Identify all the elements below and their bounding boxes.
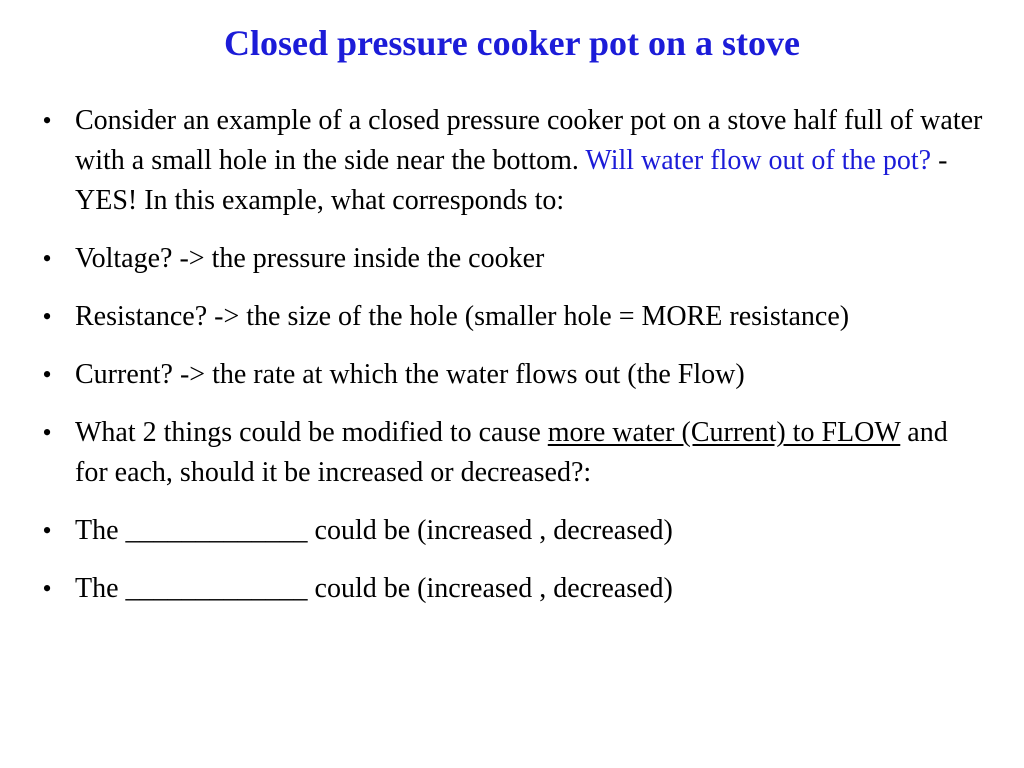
bullet-item xyxy=(37,355,987,395)
bullet-list xyxy=(37,101,987,627)
bullet-item xyxy=(37,413,987,493)
bullet-icon: • xyxy=(42,418,52,447)
highlighted-question: Will water flow out of the pot? xyxy=(585,145,932,176)
slide-title: Closed pressure cooker pot on a stove xyxy=(224,23,800,63)
bullet-icon: • xyxy=(42,244,52,273)
bullet-text: Resistance? -> the size of the hole (smaller hole = MORE resistance) xyxy=(75,301,850,332)
bullet-text: - YES! In this example, what corresponds to: xyxy=(75,145,948,216)
underlined-phrase: more water (Current) to FLOW xyxy=(547,417,901,448)
bullet-text: The _____________ could be (increased , decreased) xyxy=(75,573,673,604)
bullet-text: Consider an example of a closed pressure cooker pot on a stove half full of water with a small hole in the side near the bottom. xyxy=(75,105,983,176)
bullet-item xyxy=(37,297,987,337)
bullet-icon: • xyxy=(42,360,52,389)
bullet-icon: • xyxy=(42,516,52,545)
bullet-icon: • xyxy=(42,574,52,603)
bullet-item xyxy=(37,101,987,221)
bullet-item xyxy=(37,239,987,279)
bullet-text: Voltage? -> the pressure inside the cooker xyxy=(75,243,545,274)
bullet-text: The _____________ could be (increased , decreased) xyxy=(75,515,673,546)
bullet-item xyxy=(37,511,987,551)
bullet-icon: • xyxy=(42,106,52,135)
bullet-text: and for each, should it be increased or decreased?: xyxy=(75,417,948,488)
bullet-icon: • xyxy=(42,302,52,331)
bullet-item xyxy=(37,569,987,609)
bullet-text: Current? -> the rate at which the water flows out (the Flow) xyxy=(75,359,745,390)
bullet-text: What 2 things could be modified to cause xyxy=(75,417,548,448)
